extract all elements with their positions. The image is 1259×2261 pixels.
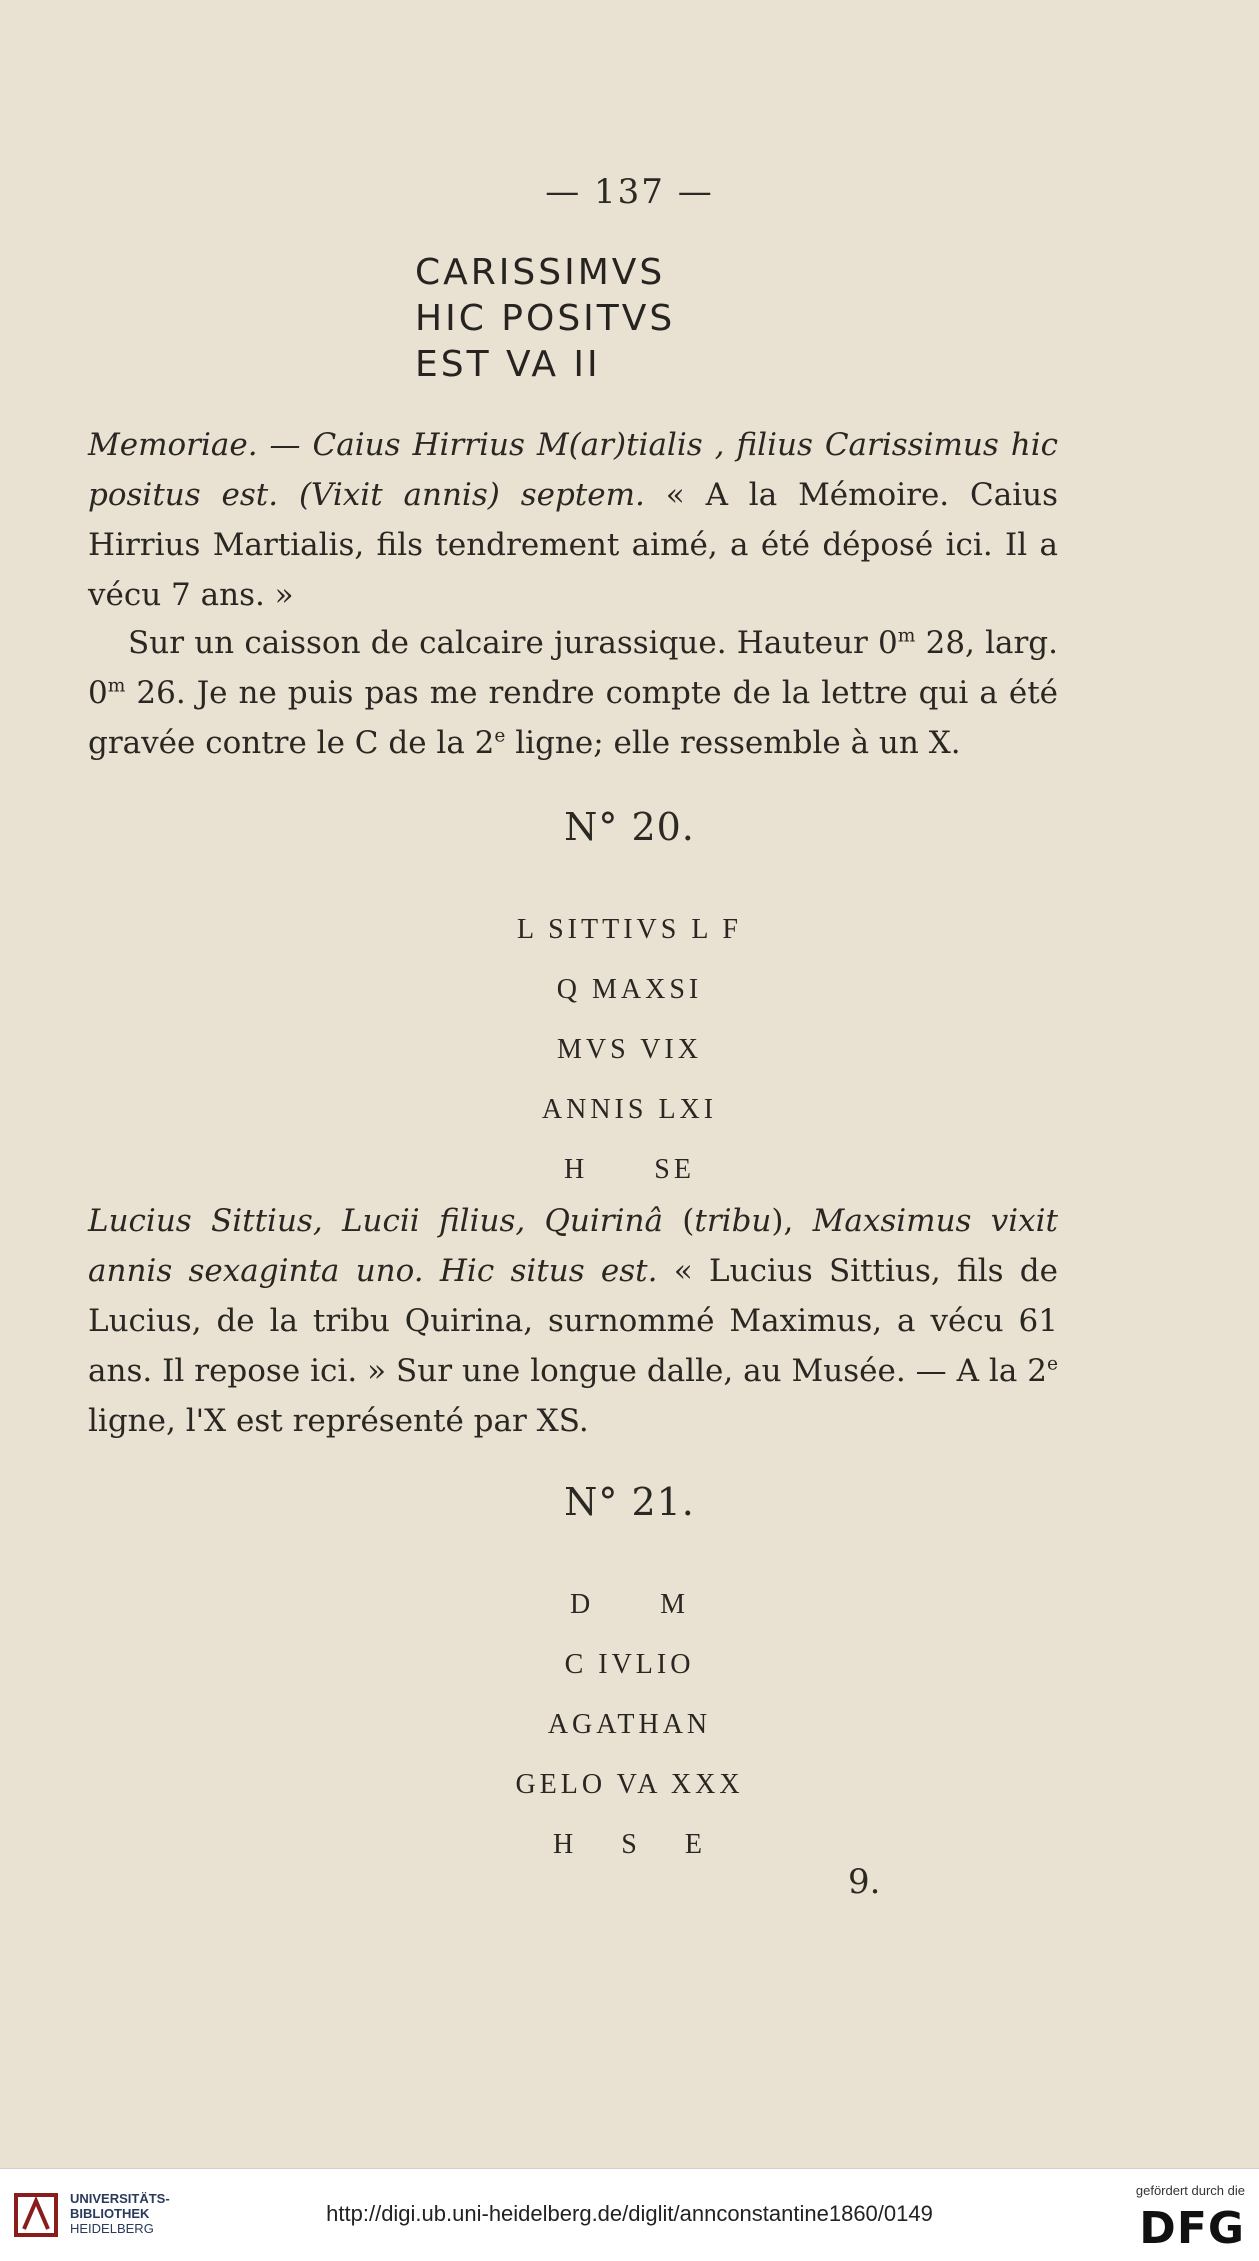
text-segment: 26. Je ne puis pas me rendre compte de la lettre qui a été gravée contre le C de la 2 xyxy=(88,675,1058,761)
paragraph-description xyxy=(88,618,1058,768)
inscription-line: H S E xyxy=(553,1829,706,1860)
text-segment: ), xyxy=(771,1203,813,1239)
french-translation: « A la Mémoire. Caius Hirrius Martialis, fils tendrement aimé, a été déposé ici. Il a vécu 7 ans. » xyxy=(88,477,1058,613)
inscription-21 xyxy=(0,1575,1259,1875)
inscription-line: ANNIS LXI xyxy=(541,1094,718,1125)
latin-transcription: Memoriae. — Caius Hirrius M(ar)tialis , filius Carissimus hic positus est. (Vixit annis) septem. xyxy=(88,427,1058,513)
library-name-line: HEIDELBERG xyxy=(70,2221,154,2236)
text-segment: 28, larg. 0 xyxy=(88,625,1058,711)
text-segment: tribu xyxy=(694,1203,772,1239)
inscription-line: C IVLIO xyxy=(564,1649,695,1680)
paragraph-sittius xyxy=(88,1196,1058,1446)
text-segment: Lucius Sittius, Lucii filius, Quirinâ xyxy=(88,1203,663,1239)
signature-mark: 9. xyxy=(848,1862,881,1902)
inscription-line: GELO VA XXX xyxy=(515,1769,744,1800)
inscription-line: H SE xyxy=(564,1154,695,1185)
permalink-url[interactable]: http://digi.ub.uni-heidelberg.de/diglit/annconstantine1860/0149 xyxy=(326,2201,933,2226)
text-segment: ( xyxy=(663,1203,695,1239)
inscription-20 xyxy=(0,900,1259,1200)
superscript: m xyxy=(107,675,126,697)
inscription-line: MVS VIX xyxy=(557,1034,702,1065)
text-segment: ligne; elle ressemble à un X. xyxy=(505,725,961,761)
inscription-line: D M xyxy=(569,1589,690,1620)
inscription-line: AGATHAN xyxy=(547,1709,712,1740)
superscript: m xyxy=(897,625,916,647)
inscription-line: L SITTIVS L F xyxy=(517,914,742,945)
page-number: — 137 — xyxy=(545,172,714,212)
superscript: e xyxy=(1046,1353,1058,1375)
superscript: e xyxy=(494,725,506,747)
inscription-line: EST VA II xyxy=(415,344,601,385)
text-segment: Sur un caisson de calcaire jurassique. Hauteur 0 xyxy=(128,625,898,661)
funded-by-label: gefördert durch die xyxy=(1135,2183,1245,2198)
inscription-line: CARISSIMVS xyxy=(415,252,666,293)
viewer-footer xyxy=(0,2168,1259,2261)
inscription-line: Q MAXSI xyxy=(556,974,703,1005)
text-segment: Maxsimus vixit annis sexaginta uno. Hic situs est. xyxy=(88,1203,1059,1289)
text-segment: ligne, l'X est représenté par XS. xyxy=(88,1403,589,1439)
text-segment: « Lucius Sittius, fils de Lucius, de la tribu Quirina, surnommé Maximus, a vécu 61 ans. Il repose ici. » Sur une longue dalle, au Musée. — A la 2 xyxy=(88,1253,1059,1389)
inscription-line: HIC POSITVS xyxy=(415,298,676,339)
paragraph-memoriae xyxy=(88,420,1058,620)
heading-no-20: N° 20. xyxy=(564,805,695,849)
heading-no-21: N° 21. xyxy=(564,1480,695,1524)
inscription-top xyxy=(415,250,675,388)
library-name-line: UNIVERSITÄTS- xyxy=(70,2191,170,2206)
library-name-line: BIBLIOTHEK xyxy=(70,2206,150,2221)
dfg-logo[interactable]: DFG xyxy=(1139,2203,1245,2254)
